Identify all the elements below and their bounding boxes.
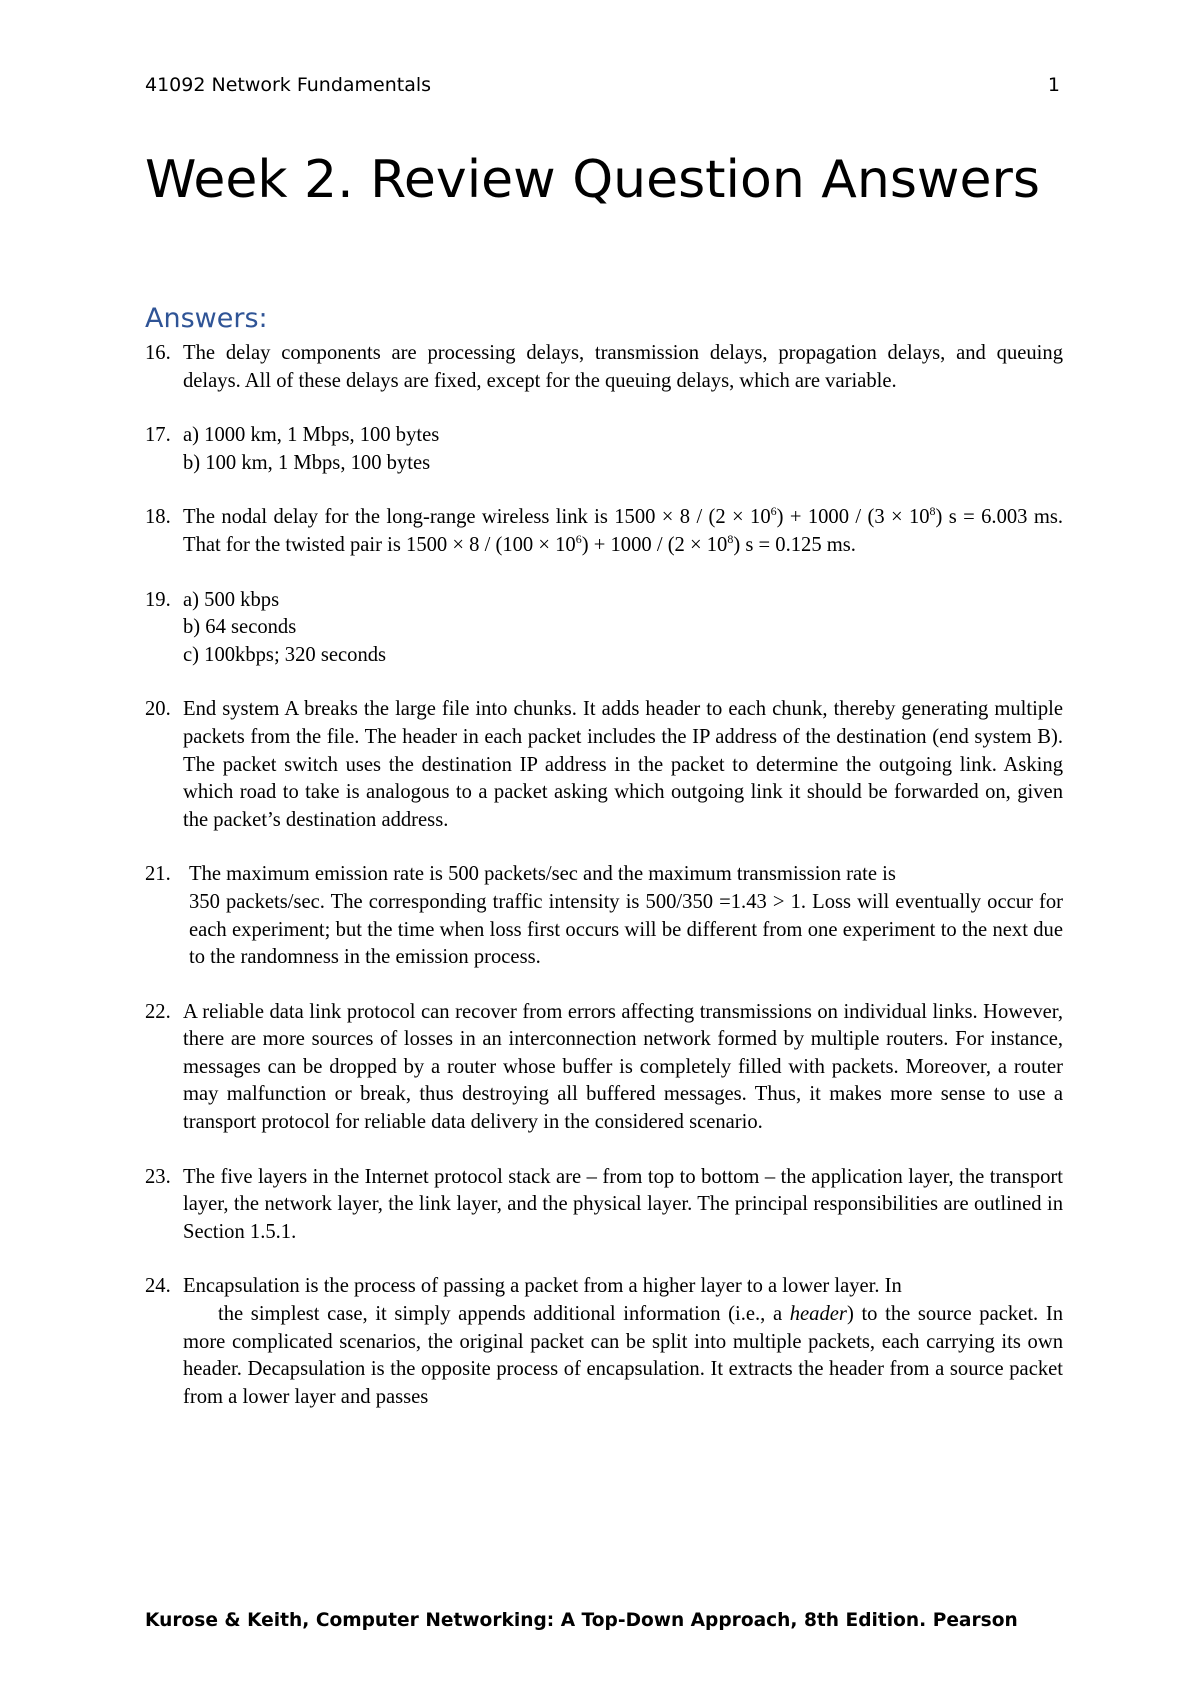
answer-text: A reliable data link protocol can recover from errors affecting transmissions on individual links. However, there are more sources of losses in an interconnection network formed by multiple routers. For instance, messages can be dropped by a router whose buffer is completely filled with packets. Moreover, a router may malfunction or break, thus destroying all buffered messages. Thus, it makes more sense to use a transport protocol for reliable data delivery in the considered scenario. xyxy=(183,1000,1063,1134)
answer-18 xyxy=(145,504,1063,559)
answer-16 xyxy=(145,340,1063,395)
answer-number: 16. xyxy=(145,342,171,364)
answer-number: 21. xyxy=(145,863,171,886)
answer-text: 350 packets/sec. The corresponding traffic intensity is 500/350 =1.43 > 1. Loss will eventually occur for each experiment; but the time when loss first occurs will be different from one experiment to the next due to the randomness in the emission process. xyxy=(189,890,1063,969)
answer-line: b) 64 seconds xyxy=(183,616,297,639)
page-number: 1 xyxy=(1047,74,1060,96)
answer-text: The nodal delay for the long-range wireless link is $1500 \times 8 / (2 \times 10^6) + 1000 / (3 \times 10^8)$ s = 6.003 ms. That for the twisted pair is $1500 \times 8 / (100 \times 10^6) + 1000 / (2 \times 10^8)$ s = 0.125 ms. xyxy=(183,504,1063,556)
answer-text: The five layers in the Internet protocol stack are – from top to bottom – the application layer, the transport layer, the network layer, the link layer, and the physical layer. The principal responsibilities are outlined in Section 1.5.1. xyxy=(183,1165,1063,1243)
answer-19 xyxy=(145,587,1063,670)
answers-list xyxy=(145,340,1063,1438)
answer-number: 23. xyxy=(145,1165,171,1188)
section-heading: Answers: xyxy=(145,303,268,334)
answer-line: c) 100kbps; 320 seconds xyxy=(183,643,387,666)
answer-text: The delay components are processing delays, transmission delays, propagation delays, and queuing delays. All of these delays are fixed, except for the queuing delays, which are variable. xyxy=(183,342,1063,392)
emphasis-header: header xyxy=(789,1303,847,1326)
answer-21 xyxy=(145,861,1063,971)
answer-23 xyxy=(145,1164,1063,1247)
answer-line: a) 500 kbps xyxy=(183,588,280,611)
answer-number: 17. xyxy=(145,424,171,447)
answer-text: End system A breaks the large file into chunks. It adds header to each chunk, thereby generating multiple packets from the file. The header in each packet includes the IP address of the destination (end system B). The packet switch uses the destination IP address in the packet to determine the outgoing link. Asking which road to take is analogous to a packet asking which outgoing link it should be forwarded on, given the packet’s destination address. xyxy=(183,698,1063,831)
page-footer: Kurose & Keith, Computer Networking: A Top-Down Approach, 8th Edition. Pearson xyxy=(145,1610,1018,1631)
answer-number: 20. xyxy=(145,698,171,721)
answer-text: the simplest case, it simply appends additional information (i.e., a header) to the source packet. In more complicated scenarios, the original packet can be split into multiple packets, each carrying its own header. Decapsulation is the opposite process of encapsulation. It extracts the header from a source packet from a lower layer and passes xyxy=(183,1303,1063,1408)
answer-line: b) 100 km, 1 Mbps, 100 bytes xyxy=(183,451,431,474)
answer-24 xyxy=(145,1273,1063,1411)
answer-number: 19. xyxy=(145,588,171,611)
course-title: 41092 Network Fundamentals xyxy=(145,74,432,96)
answer-20 xyxy=(145,696,1063,834)
answer-number: 24. xyxy=(145,1275,171,1298)
answer-number: 22. xyxy=(145,1000,171,1023)
document-title: Week 2. Review Question Answers xyxy=(145,150,1040,210)
page-header xyxy=(145,74,1060,96)
answer-first-line: Encapsulation is the process of passing a packet from a higher layer to a lower layer. In xyxy=(183,1275,902,1298)
answer-first-line: The maximum emission rate is 500 packets/sec and the maximum transmission rate is xyxy=(189,863,896,886)
answer-22 xyxy=(145,999,1063,1137)
answer-17 xyxy=(145,422,1063,477)
answer-number: 18. xyxy=(145,506,171,529)
answer-line: a) 1000 km, 1 Mbps, 100 bytes xyxy=(183,424,440,447)
